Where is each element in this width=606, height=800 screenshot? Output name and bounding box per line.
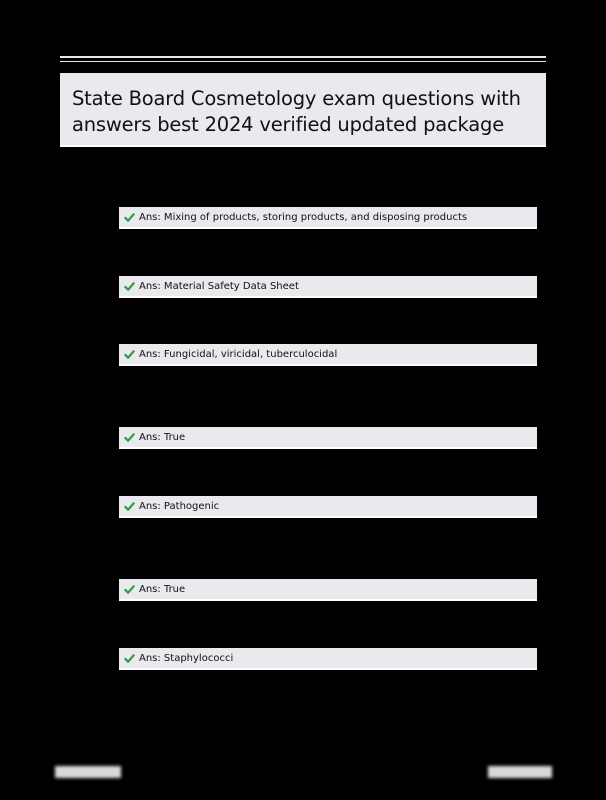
header-rule-thin — [60, 61, 546, 62]
footer-right-blurred — [488, 766, 552, 778]
answer-text: Ans: Material Safety Data Sheet — [139, 280, 299, 292]
answer-box — [119, 648, 537, 670]
answer-box — [119, 427, 537, 449]
answer-box — [119, 496, 537, 518]
footer-left-blurred — [55, 766, 121, 778]
answer-box — [119, 207, 537, 229]
answer-text: Ans: True — [139, 583, 186, 595]
answer-box — [119, 344, 537, 366]
check-icon — [124, 653, 135, 664]
header-rule — [60, 56, 546, 58]
answer-text: Ans: Pathogenic — [139, 500, 220, 512]
answer-text: Ans: Staphylococci — [139, 652, 234, 664]
answer-text: Ans: Fungicidal, viricidal, tuberculocidal — [139, 348, 338, 360]
check-icon — [124, 584, 135, 595]
document-title: State Board Cosmetology exam questions with answers best 2024 verified updated package — [72, 87, 521, 136]
check-icon — [124, 501, 135, 512]
answer-box — [119, 276, 537, 298]
check-icon — [124, 349, 135, 360]
answer-text: Ans: Mixing of products, storing products, and disposing products — [139, 211, 468, 223]
check-icon — [124, 212, 135, 223]
check-icon — [124, 432, 135, 443]
title-box — [60, 73, 546, 147]
check-icon — [124, 281, 135, 292]
answer-box — [119, 579, 537, 601]
answer-text: Ans: True — [139, 431, 186, 443]
